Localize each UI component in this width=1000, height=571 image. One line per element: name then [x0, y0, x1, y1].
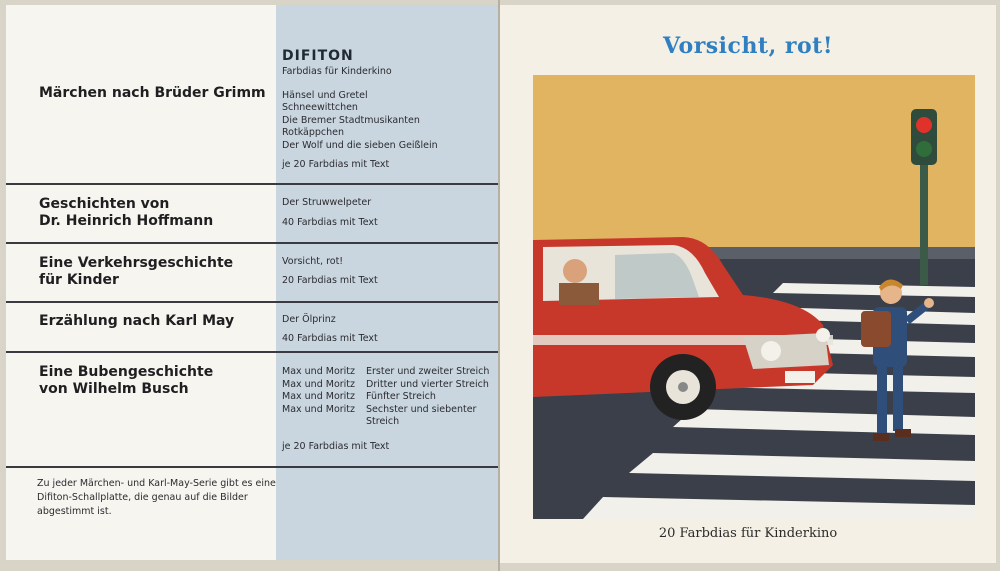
part-item: Dritter und vierter Streich [366, 378, 489, 390]
series-prefix-line: Max und Moritz [282, 403, 356, 415]
heading-line: Eine Verkehrsgeschichte [39, 255, 234, 271]
heading-line: Geschichten von [39, 196, 170, 212]
heading-line: von Wilhelm Busch [39, 381, 189, 397]
footnote: Zu jeder Märchen- und Karl-May-Serie gibt es eine Difiton-Schallplatte, die genau auf die Bilder abgestimmt ist. [37, 478, 276, 517]
crosswalk-illustration [533, 75, 975, 519]
title-item: Die Bremer Stadtmusikanten [282, 115, 420, 126]
brand-subtitle: Farbdias für Kinderkino [282, 66, 392, 77]
slide-count-note: je 20 Farbdias mit Text [282, 159, 390, 170]
poster-title: Vorsicht, rot! [662, 33, 833, 59]
divider [6, 351, 498, 353]
series-prefix-line: Max und Moritz [282, 391, 356, 402]
section-heading-traffic [39, 255, 233, 289]
title-item: Der Wolf und die sieben Geißlein [282, 140, 438, 151]
part-item: Fünfter Streich [366, 391, 436, 402]
title-item: Schneewittchen [282, 102, 358, 113]
green-light-icon [916, 141, 932, 157]
slide-count-note: 40 Farbdias mit Text [282, 333, 378, 344]
series-prefix-line: Max und Moritz [282, 378, 356, 390]
wall-texture [533, 75, 975, 255]
section-heading-hoffmann [39, 196, 213, 230]
license-plate [785, 371, 815, 383]
red-light-icon [916, 117, 932, 133]
series-prefix [282, 366, 355, 416]
slide-count-note: 40 Farbdias mit Text [282, 217, 378, 228]
divider [6, 183, 498, 185]
title-item: Der Ölprinz [282, 314, 336, 325]
title-item: Rotkäppchen [282, 127, 345, 138]
left-panel [6, 5, 498, 560]
section-heading-karl-may: Erzählung nach Karl May [39, 313, 235, 329]
divider [6, 301, 498, 303]
section-heading-grimm: Märchen nach Brüder Grimm [39, 85, 266, 101]
heading-line: Dr. Heinrich Hoffmann [39, 213, 214, 229]
title-item: Der Struwwelpeter [282, 197, 372, 208]
headlight-icon [761, 341, 781, 361]
series-parts [366, 366, 496, 429]
poster-caption: 20 Farbdias für Kinderkino [658, 526, 838, 541]
brand-name: DIFITON [282, 48, 354, 64]
slide-count-note: je 20 Farbdias mit Text [282, 441, 390, 452]
slide-count-note: 20 Farbdias mit Text [282, 275, 378, 286]
series-prefix-line: Max und Moritz [282, 366, 356, 377]
heading-line: Eine Bubengeschichte [39, 364, 214, 380]
driver [563, 259, 587, 283]
section-heading-busch [39, 364, 213, 398]
divider [6, 466, 498, 468]
part-item: Erster und zweiter Streich [366, 366, 490, 377]
school-bag [861, 311, 891, 347]
title-item: Vorsicht, rot! [282, 256, 344, 267]
right-panel [500, 5, 996, 563]
heading-line: für Kinder [39, 272, 119, 288]
divider [6, 242, 498, 244]
title-item: Hänsel und Gretel [282, 90, 368, 101]
headlight-icon [816, 328, 830, 342]
part-item: Sechster und siebenter Streich [366, 403, 477, 427]
